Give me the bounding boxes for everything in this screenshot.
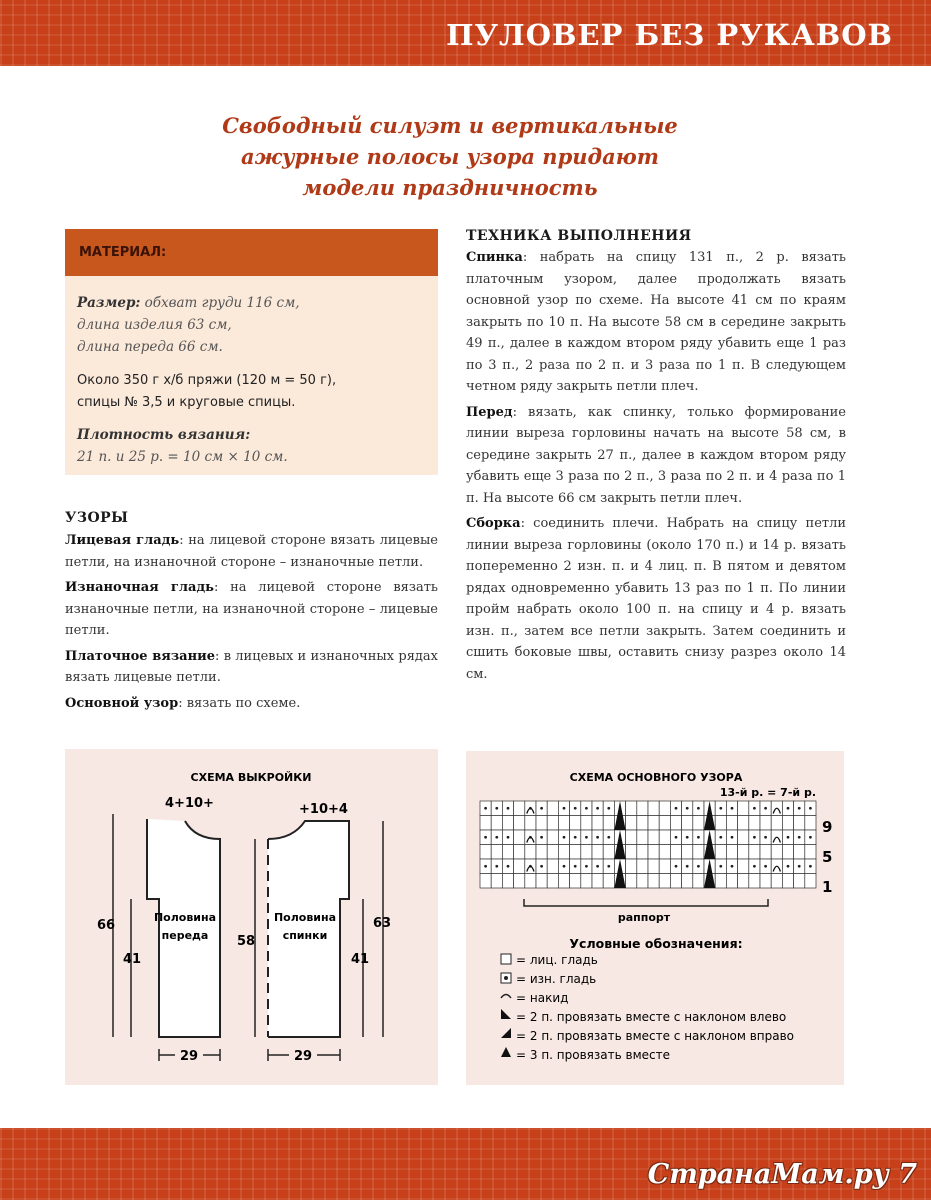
purl-dot [731,836,734,839]
dim-41-front: 41 [123,952,142,967]
chart-cell [581,874,592,889]
technique-heading: ТЕХНИКА ВЫПОЛНЕНИЯ [466,228,692,244]
pattern-term: Основной узор [65,695,179,711]
purl-dot [686,865,689,868]
chart-cell [502,816,513,831]
dim-41-back: 41 [351,952,370,967]
purl-dot [607,836,610,839]
technique-item [466,247,846,398]
row-number: 9 [822,818,833,836]
repeat-bracket [524,899,768,906]
pattern-item [65,646,438,689]
legend-item: = накид [516,991,569,1005]
purl-dot [753,836,756,839]
purl-dot [540,807,543,810]
chart-cell [715,845,726,860]
chart-cell [771,816,782,831]
back-label-2: спинки [282,929,328,942]
purl-dot [719,836,722,839]
purl-dot [719,807,722,810]
chart-cell [805,845,816,860]
dim-63: 63 [373,916,392,931]
gauge-text: 21 п. и 25 р. = 10 см × 10 см. [77,449,288,465]
technique-text: : соединить плечи. Набрать на спицу петли линии выреза горловины (около 170 п.) и 14 р. вязать попеременно 2 изн. п. и 4 лиц. п. В пятом и девятом рядах одновременно убавить 13 раз по 1 п. По линии пройм набрать около 100 п. на спицу и 4 р. вязать изн. п., затем все петли закрыть. Затем соединить и сшить боковые швы, оставить снизу разрез около 14 см. [466,516,846,682]
chart-cell [626,859,637,874]
chart-cell [648,845,659,860]
chart-cell [547,859,558,874]
chart-cell [514,830,525,845]
row-number: 1 [822,878,833,896]
chart-cell [794,874,805,889]
repeat-label: раппорт [617,911,671,924]
front-outline [147,819,220,1037]
chart-cell [771,874,782,889]
purl-dot [809,836,812,839]
purl-dot [686,836,689,839]
purl-dot [798,807,801,810]
technique-item [466,513,846,685]
purl-dot [764,807,767,810]
purl-dot [697,807,700,810]
pattern-text: : в лицевых и изнаночных рядах вязать лицевые петли. [65,648,438,685]
legend-item: = 2 п. провязать вместе с наклоном влево [516,1010,787,1024]
chart-cell [726,845,737,860]
schematic-box [65,749,438,1085]
purl-dot [675,865,678,868]
size-text: обхват груди 116 см, [144,295,300,311]
purl-dot [563,836,566,839]
purl-dot [585,836,588,839]
chart-cell [670,874,681,889]
pattern-item [65,693,438,715]
chart-cell [536,874,547,889]
dim-58: 58 [237,934,256,949]
tagline [120,110,780,203]
chart-cell [794,816,805,831]
chart-cell [536,816,547,831]
chart-cell [626,845,637,860]
chart-cell [637,874,648,889]
legend-item: = 2 п. провязать вместе с наклоном вправо [516,1029,795,1043]
purl-dot [809,807,812,810]
chart-cell [525,874,536,889]
chart-cell [603,845,614,860]
chart-cell [514,845,525,860]
purl-dot [596,836,599,839]
chart-cell [805,816,816,831]
k2tog-right-icon [501,1028,511,1038]
purl-dot [798,836,801,839]
pattern-term: Платочное вязание [65,648,216,664]
legend-title: Условные обозначения: [569,936,743,951]
row-number: 5 [822,848,833,866]
chart-cell [782,874,793,889]
chart-cell [659,859,670,874]
purl-dot [495,865,498,868]
technique-term: Спинка [466,250,523,265]
chart-cell [659,801,670,816]
gauge-label: Плотность вязания: [77,427,251,443]
purl-dot [507,836,510,839]
purl-dot [686,807,689,810]
watermark-text: СтранаМам.ру [647,1159,889,1190]
purl-dot [697,836,700,839]
watermark [648,1159,917,1190]
chart-cell [525,816,536,831]
purl-dot [787,807,790,810]
yarn-line-2: спицы № 3,5 и круговые спицы. [77,395,296,410]
chart-cell [480,816,491,831]
purl-dot [798,865,801,868]
chart-cell [693,816,704,831]
tagline-line: Свободный силуэт и вертикальные [222,113,678,138]
k3tog-icon [501,1047,511,1057]
chart-cell [626,801,637,816]
technique-text: : набрать на спицу 131 п., 2 р. вязать платочным узором, далее продолжать вязать основной узор по схеме. На высоте 41 см по краям закрыть по 10 п. На высоте 58 см в середине закрыть 49 п., далее в каждом втором ряду убавить еще 1 раз по 3 п., 2 раза по 2 п. и 3 раза по 1 п. В следующем четном ряду закрыть петли плеч. [466,250,846,394]
purl-dot [607,865,610,868]
size-line-3: длина переда 66 см. [77,339,223,355]
yarn-over-icon [501,995,511,999]
chart-cell [547,830,558,845]
chart-cell [794,845,805,860]
chart-cell [670,845,681,860]
chart-cell [637,859,648,874]
chart-cell [749,845,760,860]
purl-dot [484,865,487,868]
legend-item: = изн. гладь [516,972,597,986]
chart-cell [749,874,760,889]
tagline-line: ажурные полосы узора придают [241,144,659,169]
chart-cell [682,816,693,831]
chart-cell [547,874,558,889]
purl-dot [574,865,577,868]
chart-cell [558,816,569,831]
chart-cell [738,874,749,889]
chart-cell [760,874,771,889]
purl-dot [787,865,790,868]
chart-cell [525,845,536,860]
chart-cell [603,874,614,889]
page-title: ПУЛОВЕР БЕЗ РУКАВОВ [446,18,893,52]
purl-dot-icon [504,976,508,980]
purl-dot [675,836,678,839]
technique-term: Перед [466,404,513,420]
chart-cell [592,845,603,860]
technique-item [466,402,846,510]
stitch-chart-box [466,751,844,1085]
purl-dot [484,807,487,810]
schematic-diagram [65,749,438,1085]
front-label-1: Половина [153,911,217,924]
chart-cell [648,859,659,874]
chart-cell [682,874,693,889]
chart-cell [480,874,491,889]
chart-cell [715,874,726,889]
purl-dot [764,865,767,868]
chart-cell [491,845,502,860]
purl-dot [563,865,566,868]
chart-cell [648,816,659,831]
purl-dot [495,807,498,810]
chart-cell [782,816,793,831]
purl-dot [585,865,588,868]
chart-cell [502,845,513,860]
header-band [0,0,931,66]
chart-cell [648,874,659,889]
chart-cell [547,816,558,831]
technique-column [466,247,846,689]
purl-dot [574,807,577,810]
chart-cell [570,816,581,831]
pattern-text: : на лицевой стороне вязать лицевые петли, на изнаночной стороне – изнаночные петли. [65,533,438,570]
chart-cell [637,830,648,845]
purl-dot [764,836,767,839]
chart-cell [581,816,592,831]
purl-dot [753,807,756,810]
chart-cell [491,816,502,831]
chart-cell [738,801,749,816]
chart-title: СХЕМА ОСНОВНОГО УЗОРА [569,771,743,784]
chart-cell [749,816,760,831]
technique-text: : вязать, как спинку, только формирование линии выреза горловины начать на высоте 58 см, в середине закрыть 27 п., далее в каждом втором ряду убавить еще 3 раза по 2 п., 3 раза по 2 п. и 4 раза по 1 п. На высоте 66 см закрыть петли плеч. [466,404,846,506]
chart-cell [637,801,648,816]
chart-cell [715,816,726,831]
purl-dot [507,807,510,810]
purl-dot [697,865,700,868]
chart-cell [637,845,648,860]
page-number: 7 [898,1159,917,1190]
purl-dot [596,807,599,810]
purl-dot [596,865,599,868]
chart-cell [738,845,749,860]
chart-cell [536,845,547,860]
legend-item: = лиц. гладь [516,953,598,967]
chart-cell [760,845,771,860]
tagline-line: модели праздничность [302,175,598,200]
chart-cell [626,830,637,845]
chart-cell [547,801,558,816]
chart-cell [659,874,670,889]
chart-cell [738,830,749,845]
technique-term: Сборка [466,516,521,531]
purl-dot [563,807,566,810]
back-label-1: Половина [273,911,337,924]
chart-grid [480,801,816,888]
pattern-item [65,577,438,642]
chart-cell [570,845,581,860]
chart-cell [682,845,693,860]
chart-cell [514,874,525,889]
chart-cell [648,801,659,816]
chart-cell [659,816,670,831]
front-top-dim: 4+10+ [165,796,214,811]
pattern-term: Лицевая гладь [65,533,180,548]
chart-cell [570,874,581,889]
knit-icon [501,954,511,964]
chart-cell [514,801,525,816]
patterns-column [65,530,438,718]
chart-cell [670,816,681,831]
purl-dot [753,865,756,868]
purl-dot [540,836,543,839]
chart-cell [760,816,771,831]
chart-cell [726,874,737,889]
chart-cell [581,845,592,860]
chart-cell [659,830,670,845]
patterns-heading: УЗОРЫ [65,510,129,526]
material-heading: МАТЕРИАЛ: [65,229,438,276]
chart-cell [805,874,816,889]
width-front: 29 [179,1049,199,1064]
legend-item: = 3 п. провязать вместе [516,1048,670,1062]
chart-cell [592,816,603,831]
chart-cell [771,845,782,860]
purl-dot [507,865,510,868]
chart-cell [558,874,569,889]
chart-cell [659,845,670,860]
k2tog-left-icon [501,1009,511,1019]
dim-66: 66 [97,918,116,933]
chart-cell [603,816,614,831]
chart-cell [514,816,525,831]
size-line-2: длина изделия 63 см, [77,317,232,333]
pattern-text: : на лицевой стороне вязать изнаночные петли, на изнаночной стороне – лицевые петли. [65,580,438,638]
purl-dot [484,836,487,839]
chart-cell [592,874,603,889]
chart-cell [491,874,502,889]
pattern-term: Изнаночная гладь [65,580,214,595]
chart-cell [693,874,704,889]
chart-cell [637,816,648,831]
schematic-title: СХЕМА ВЫКРОЙКИ [190,771,312,784]
chart-cell [648,830,659,845]
size-label: Размер: [77,295,141,311]
chart-cell [480,845,491,860]
chart-cell [547,845,558,860]
chart-cell [626,874,637,889]
chart-rows-note: 13-й р. = 7-й р. [719,786,816,799]
back-top-dim: +10+4 [299,802,348,817]
chart-cell [502,874,513,889]
chart-cell [626,816,637,831]
purl-dot [495,836,498,839]
chart-cell [738,816,749,831]
purl-dot [585,807,588,810]
chart-cell [558,845,569,860]
pattern-text: : вязать по схеме. [178,695,301,711]
purl-dot [675,807,678,810]
material-box [65,229,438,475]
chart-cell [693,845,704,860]
purl-dot [574,836,577,839]
pattern-item [65,530,438,573]
purl-dot [787,836,790,839]
purl-dot [540,865,543,868]
purl-dot [719,865,722,868]
width-back: 29 [293,1049,313,1064]
purl-dot [809,865,812,868]
purl-dot [731,807,734,810]
stitch-chart [466,751,844,1085]
purl-dot [731,865,734,868]
front-label-2: переда [161,929,209,942]
chart-cell [782,845,793,860]
chart-cell [738,859,749,874]
chart-cell [726,816,737,831]
chart-cell [514,859,525,874]
yarn-line-1: Около 350 г х/б пряжи (120 м = 50 г), [77,373,337,388]
purl-dot [607,807,610,810]
